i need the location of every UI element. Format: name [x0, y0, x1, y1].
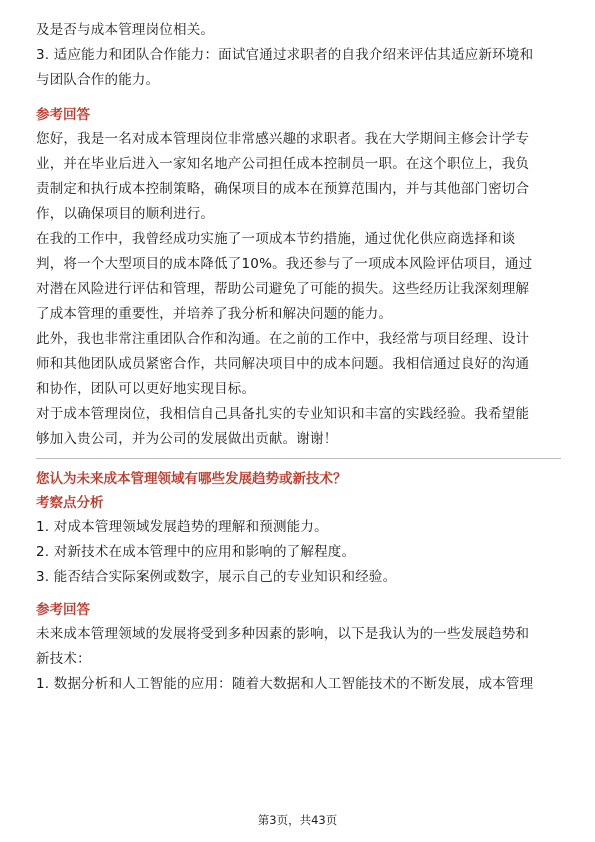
answer-line: 对潜在风险进行评估和管理，帮助公司避免了可能的损失。这些经历让我深刻理解 [36, 281, 530, 297]
answer-line: 新技术： [36, 651, 91, 667]
answer-line: 此外，我也非常注重团队合作和沟通。在之前的工作中，我经常与项目经理、设计 [36, 331, 530, 347]
document-page [36, 18, 561, 697]
reference-answer-heading: 参考回答 [36, 602, 90, 618]
analysis-point: 2. 对新技术在成本管理中的应用和影响的了解程度。 [36, 544, 356, 560]
page-number: 第3页，共43页 [257, 813, 338, 827]
analysis-heading: 考察点分析 [36, 495, 104, 511]
answer-line: 在我的工作中，我曾经成功实施了一项成本节约措施，通过优化供应商选择和谈 [36, 231, 516, 247]
answer-line: 够加入贵公司，并为公司的发展做出贡献。谢谢！ [36, 431, 338, 447]
analysis-point: 3. 能否结合实际案例或数字，展示自己的专业知识和经验。 [36, 569, 397, 585]
section-divider [36, 458, 561, 459]
list-item: 3. 适应能力和团队合作能力：面试官通过求职者的自我介绍来评估其适应新环境和 [36, 47, 534, 63]
list-item-cont: 与团队合作的能力。 [36, 72, 160, 88]
answer-line: 业，并在毕业后进入一家知名地产公司担任成本控制员一职。在这个职位上，我负 [36, 156, 530, 172]
answer-line: 了成本管理的重要性，并培养了我分析和解决问题的能力。 [36, 306, 393, 322]
answer-line: 和协作，团队可以更好地实现目标。 [36, 381, 256, 397]
answer-line: 师和其他团队成员紧密合作，共同解决项目中的成本问题。我相信通过良好的沟通 [36, 356, 530, 372]
analysis-point: 1. 对成本管理领域发展趋势的理解和预测能力。 [36, 519, 328, 535]
answer-line: 作，以确保项目的顺利进行。 [36, 206, 215, 222]
answer-line: 未来成本管理领域的发展将受到多种因素的影响，以下是我认为的一些发展趋势和 [36, 626, 530, 642]
answer-line: 责制定和执行成本控制策略，确保项目的成本在预算范围内，并与其他部门密切合 [36, 181, 530, 197]
reference-answer-heading: 参考回答 [36, 107, 90, 123]
question-title: 您认为未来成本管理领域有哪些发展趋势或新技术？ [36, 471, 347, 487]
answer-line: 1. 数据分析和人工智能的应用：随着大数据和人工智能技术的不断发展，成本管理 [36, 676, 534, 692]
answer-body [36, 127, 561, 452]
text-line: 及是否与成本管理岗位相关。 [36, 22, 215, 38]
answer-line: 对于成本管理岗位，我相信自己具备扎实的专业知识和丰富的实践经验。我希望能 [36, 406, 530, 422]
answer-line: 您好，我是一名对成本管理岗位非常感兴趣的求职者。我在大学期间主修会计学专 [36, 131, 530, 147]
answer-line: 判，将一个大型项目的成本降低了10%。我还参与了一项成本风险评估项目，通过 [36, 256, 533, 272]
